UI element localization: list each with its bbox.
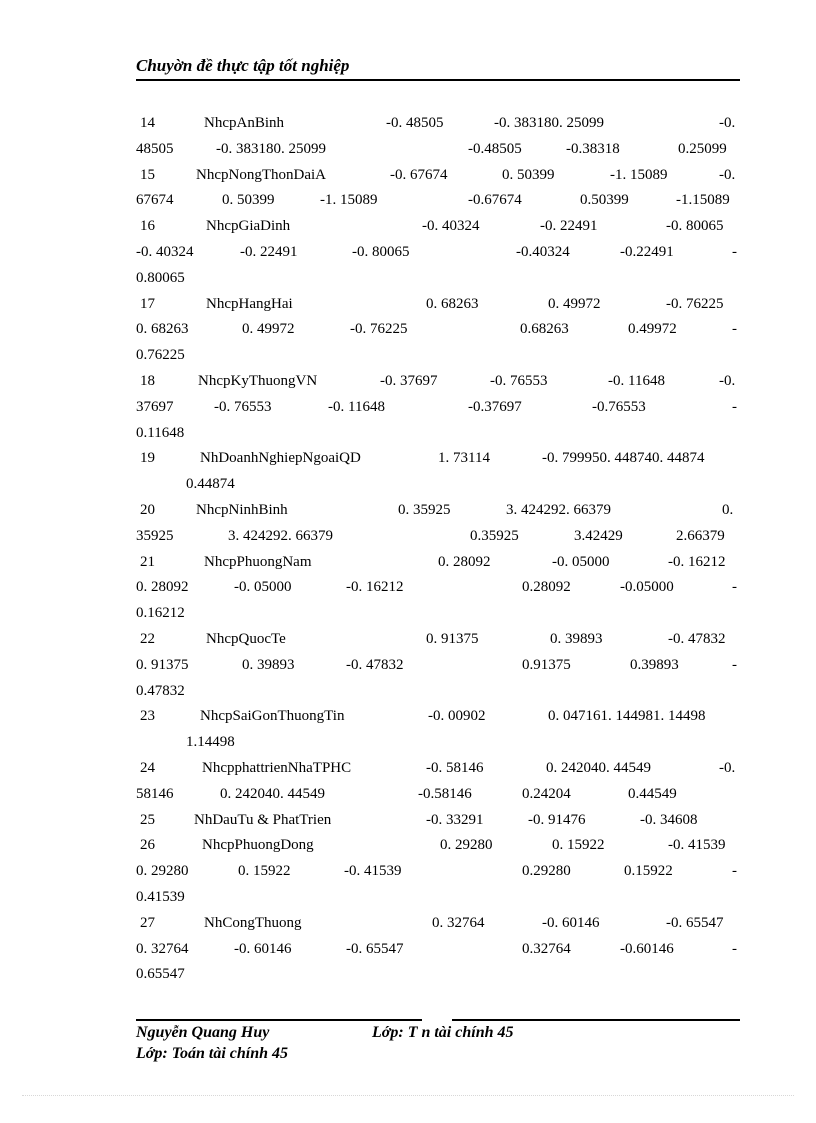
row-line (136, 421, 740, 447)
value: -0. 383180. 25099 (494, 115, 604, 131)
value: 0. 39893 (550, 630, 603, 647)
row-number: 22 (140, 630, 155, 647)
value: -1.15089 (676, 192, 730, 209)
value: - (732, 579, 737, 596)
value: -0.76553 (592, 398, 646, 415)
footer-rule (452, 1019, 740, 1021)
value: -0. (719, 372, 736, 389)
row-number: 16 (140, 218, 155, 235)
row-line (136, 679, 740, 705)
value: 0.65547 (136, 966, 185, 983)
value: -0.40324 (516, 243, 570, 260)
row-line (136, 524, 740, 550)
row-line (136, 292, 740, 318)
row-line (136, 782, 740, 808)
row-number: 17 (140, 295, 155, 312)
row-line (136, 395, 740, 421)
value: 0.15922 (624, 863, 673, 880)
row-number: 25 (140, 811, 155, 828)
document-body (136, 111, 740, 988)
value: -0. 34608 (640, 811, 698, 828)
footer-rule (136, 1019, 422, 1021)
footer-author: Nguyễn Quang Huy (136, 1024, 270, 1041)
row-line (136, 446, 740, 472)
value: -0. 22491 (540, 218, 598, 235)
row-number: 21 (140, 553, 155, 570)
bank-name: NhcpKyThuongVN (198, 372, 318, 389)
page-edge-dotted-line (22, 1095, 794, 1096)
value: 1.14498 (186, 734, 235, 751)
row-line (136, 937, 740, 963)
row-line (136, 627, 740, 653)
value: -0. 58146 (426, 759, 484, 776)
value: -0. 33291 (426, 811, 484, 828)
value: 1. 73114 (438, 450, 490, 467)
value: 0.28092 (522, 579, 571, 596)
value: -0.60146 (620, 940, 674, 957)
value: 0.49972 (628, 321, 677, 338)
value: -0. 76553 (490, 372, 548, 389)
bank-name: NhcpAnBinh (204, 115, 284, 131)
value: 3. 424292. 66379 (228, 527, 333, 544)
value: -0. 11648 (608, 372, 665, 389)
value: 0. 32764 (136, 940, 189, 957)
bank-name: NhcpphattrienNhaTPHC (202, 759, 352, 776)
value: 0. 242040. 44549 (220, 785, 325, 802)
value: -0.48505 (468, 140, 522, 157)
value: 0.32764 (522, 940, 571, 957)
value: 0.80065 (136, 269, 185, 286)
value: 0.29280 (522, 863, 571, 880)
row-line (136, 317, 740, 343)
row-line (136, 240, 740, 266)
value: 0. 15922 (552, 837, 605, 854)
value: -0. 60146 (542, 914, 600, 931)
row-number: 20 (140, 501, 155, 518)
footer-class: Lớp: Toán tài chính 45 (136, 1045, 289, 1062)
row-line (136, 472, 740, 498)
value: -0. 80065 (666, 218, 724, 235)
value: - (732, 940, 737, 957)
value: 3. 424292. 66379 (506, 501, 611, 518)
row-line (136, 163, 740, 189)
row-line (136, 833, 740, 859)
value: 0. 91375 (426, 630, 479, 647)
value: -0. 16212 (346, 579, 404, 596)
value: -0. 76225 (666, 295, 724, 312)
value: 67674 (136, 192, 174, 209)
value: -0. 40324 (422, 218, 480, 235)
row-number: 27 (140, 914, 155, 931)
bank-name: NhcpSaiGonThuongTin (200, 708, 345, 725)
value: -0. 67674 (390, 166, 448, 183)
value: -0. 48505 (386, 115, 444, 131)
value: 0.50399 (580, 192, 629, 209)
bank-name: NhcpPhuongNam (204, 553, 312, 570)
row-line (136, 137, 740, 163)
value: -0. 383180. 25099 (216, 140, 326, 157)
row-number: 26 (140, 837, 155, 854)
value: 0. 28092 (438, 553, 491, 570)
value: 0.25099 (678, 140, 727, 157)
value: -0. 76553 (214, 398, 272, 415)
value: 0.44549 (628, 785, 677, 802)
value: 0.39893 (630, 656, 679, 673)
row-number: 14 (140, 115, 155, 131)
value: -0. 22491 (240, 243, 298, 260)
value: 0.76225 (136, 347, 185, 364)
row-line (136, 808, 740, 834)
row-number: 24 (140, 759, 155, 776)
row-line (136, 575, 740, 601)
value: -0. 47832 (346, 656, 404, 673)
value: 37697 (136, 398, 174, 415)
value: -0. 05000 (234, 579, 292, 596)
row-line (136, 498, 740, 524)
value: 0. 39893 (242, 656, 295, 673)
bank-name: NhcpGiaDinh (206, 218, 291, 235)
value: 0. 49972 (548, 295, 601, 312)
row-line (136, 550, 740, 576)
value: 0. 50399 (502, 166, 555, 183)
value: 0.16212 (136, 605, 185, 622)
row-line (136, 911, 740, 937)
value: 58146 (136, 785, 174, 802)
value: -0. 65547 (666, 914, 724, 931)
value: -0. 05000 (552, 553, 610, 570)
value: -0.05000 (620, 579, 674, 596)
value: 0. 35925 (398, 501, 451, 518)
value: 0. 68263 (136, 321, 189, 338)
value: - (732, 863, 737, 880)
value: -0.37697 (468, 398, 522, 415)
row-line (136, 730, 740, 756)
value: - (732, 243, 737, 260)
row-line (136, 962, 740, 988)
value: -0.58146 (418, 785, 472, 802)
value: 48505 (136, 140, 174, 157)
value: 0. 242040. 44549 (546, 759, 651, 776)
value: 0.44874 (186, 476, 235, 493)
bank-name: NhcpNinhBinh (196, 501, 288, 518)
value: 0. 91375 (136, 656, 189, 673)
row-line (136, 704, 740, 730)
value: -0. (719, 759, 736, 776)
value: 0. 047161. 144981. 14498 (548, 708, 706, 725)
bank-name: NhDauTu & PhatTrien (194, 811, 332, 828)
value: -0. 00902 (428, 708, 486, 725)
value: -0. 799950. 448740. 44874 (542, 450, 705, 467)
value: 0.47832 (136, 682, 185, 699)
value: -0. 91476 (528, 811, 586, 828)
value: -0.38318 (566, 140, 620, 157)
value: -0. 16212 (668, 553, 726, 570)
value: 0. 68263 (426, 295, 479, 312)
row-line (136, 885, 740, 911)
value: 0. 29280 (136, 863, 189, 880)
bank-name: NhcpQuocTe (206, 630, 286, 647)
row-number: 15 (140, 166, 155, 183)
value: 0. 28092 (136, 579, 189, 596)
value: -0. (719, 166, 736, 183)
value: -0. 76225 (350, 321, 408, 338)
value: 0.41539 (136, 888, 185, 905)
value: 0. (722, 501, 734, 518)
row-line (136, 214, 740, 240)
value: 0. 50399 (222, 192, 275, 209)
value: 0.35925 (470, 527, 519, 544)
value: -0. 41539 (344, 863, 402, 880)
page-header-title: Chuyờn đề thực tập tốt nghiệp (136, 56, 350, 75)
row-number: 23 (140, 708, 155, 725)
value: 2.66379 (676, 527, 725, 544)
value: -0. 60146 (234, 940, 292, 957)
value: -0. 41539 (668, 837, 726, 854)
value: - (732, 321, 737, 338)
value: 35925 (136, 527, 174, 544)
value: 0. 29280 (440, 837, 493, 854)
value: - (732, 398, 737, 415)
value: 0. 15922 (238, 863, 291, 880)
row-line (136, 266, 740, 292)
value: -0. 11648 (328, 398, 385, 415)
value: 0.11648 (136, 424, 185, 441)
value: -0. 37697 (380, 372, 438, 389)
value: -0. 47832 (668, 630, 726, 647)
footer-class: Lớp: T n tài chính 45 (372, 1024, 514, 1041)
value: -0.22491 (620, 243, 674, 260)
value: -0. 65547 (346, 940, 404, 957)
value: -0. 40324 (136, 243, 194, 260)
row-line (136, 859, 740, 885)
row-line (136, 756, 740, 782)
value: 0.91375 (522, 656, 571, 673)
value: 0. 49972 (242, 321, 295, 338)
value: -1. 15089 (320, 192, 378, 209)
value: 0.24204 (522, 785, 571, 802)
row-line (136, 653, 740, 679)
bank-name: NhcpPhuongDong (202, 837, 314, 854)
bank-name: NhDoanhNghiepNgoaiQD (200, 450, 361, 467)
value: - (732, 656, 737, 673)
row-number: 19 (140, 450, 155, 467)
value: -1. 15089 (610, 166, 668, 183)
value: 0.68263 (520, 321, 569, 338)
value: 0. 32764 (432, 914, 485, 931)
row-number: 18 (140, 372, 155, 389)
bank-name: NhCongThuong (204, 914, 302, 931)
row-line (136, 601, 740, 627)
value: -0. 80065 (352, 243, 410, 260)
bank-name: NhcpNongThonDaiA (196, 166, 326, 183)
value: -0.67674 (468, 192, 522, 209)
row-line (136, 111, 740, 137)
row-line (136, 369, 740, 395)
header-rule (136, 79, 740, 81)
row-line (136, 343, 740, 369)
bank-name: NhcpHangHai (206, 295, 293, 312)
value: 3.42429 (574, 527, 623, 544)
value: -0. (719, 115, 736, 131)
row-line (136, 188, 740, 214)
